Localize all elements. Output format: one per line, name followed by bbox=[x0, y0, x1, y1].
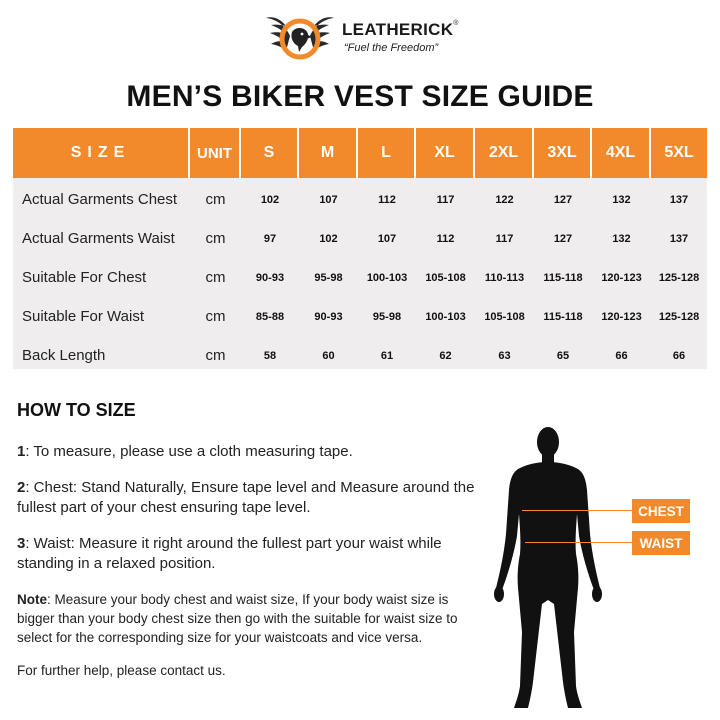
cell-m: 107 bbox=[319, 193, 338, 206]
waist-callout-line bbox=[525, 542, 632, 543]
cell-2xl: 110-113 bbox=[484, 271, 525, 284]
size-note: Note: Measure your body chest and waist size, If your body waist size is bigger than your body chest size then go with the suitable for waist size to select for the corresponding size for your waistcoats and vice versa. bbox=[17, 592, 458, 645]
cell-s: 85-88 bbox=[255, 310, 285, 323]
row-label: Actual Garments Waist bbox=[22, 230, 175, 247]
header-4xl: 4XL bbox=[592, 128, 649, 178]
cell-xl: 100-103 bbox=[425, 310, 466, 323]
cell-m: 90-93 bbox=[314, 310, 343, 323]
table-row bbox=[13, 297, 707, 336]
cell-s: 102 bbox=[260, 193, 280, 206]
cell-l: 61 bbox=[380, 349, 394, 362]
header-s: S bbox=[241, 128, 297, 178]
cell-s: 97 bbox=[263, 232, 277, 245]
brand-logo bbox=[262, 6, 472, 64]
cell-l: 112 bbox=[378, 193, 396, 206]
table-header bbox=[13, 128, 707, 178]
cell-5xl: 125-128 bbox=[658, 310, 700, 323]
how-to-size-heading: HOW TO SIZE bbox=[17, 400, 136, 420]
row-unit: cm bbox=[205, 269, 226, 286]
chest-label: CHEST bbox=[632, 499, 690, 523]
step-2: 2: Chest: Stand Naturally, Ensure tape level and Measure around the fullest part of your chest ensuring tape level. bbox=[17, 479, 475, 516]
brand-name: LEATHERICK® bbox=[342, 20, 459, 39]
cell-m: 102 bbox=[319, 232, 338, 245]
cell-3xl: 127 bbox=[553, 193, 573, 206]
chest-callout-line bbox=[522, 510, 632, 511]
cell-5xl: 137 bbox=[669, 232, 689, 245]
header-unit: UNIT bbox=[190, 128, 239, 178]
cell-l: 100-103 bbox=[366, 271, 408, 284]
cell-s: 58 bbox=[263, 349, 277, 362]
brand-tagline: “Fuel the Freedom” bbox=[344, 42, 439, 54]
cell-l: 95-98 bbox=[372, 310, 402, 323]
table-row bbox=[13, 219, 707, 258]
row-label: Actual Garments Chest bbox=[22, 191, 178, 208]
page-title: MEN’S BIKER VEST SIZE GUIDE bbox=[126, 80, 594, 113]
waist-label: WAIST bbox=[632, 531, 690, 555]
cell-4xl: 120-123 bbox=[601, 310, 642, 323]
header-5xl: 5XL bbox=[651, 128, 707, 178]
cell-3xl: 65 bbox=[556, 349, 570, 362]
row-label: Suitable For Chest bbox=[22, 269, 147, 286]
cell-2xl: 117 bbox=[495, 232, 514, 245]
row-unit: cm bbox=[205, 230, 226, 247]
header-m: M bbox=[299, 128, 356, 178]
table-row bbox=[13, 180, 707, 219]
cell-s: 90-93 bbox=[255, 271, 285, 284]
cell-m: 95-98 bbox=[314, 271, 343, 284]
contact-text: For further help, please contact us. bbox=[17, 663, 226, 678]
row-unit: cm bbox=[205, 347, 226, 364]
eagle-wings-icon bbox=[262, 6, 338, 64]
cell-m: 60 bbox=[322, 349, 335, 362]
step-3: 3: Waist: Measure it right around the fullest part your waist while standing in a relaxed position. bbox=[17, 535, 442, 572]
row-label: Back Length bbox=[22, 347, 106, 364]
cell-5xl: 125-128 bbox=[658, 271, 700, 284]
cell-xl: 62 bbox=[439, 349, 452, 362]
cell-l: 107 bbox=[377, 232, 397, 245]
cell-xl: 117 bbox=[436, 193, 455, 206]
cell-4xl: 120-123 bbox=[601, 271, 642, 284]
cell-4xl: 132 bbox=[612, 232, 631, 245]
header-2xl: 2XL bbox=[475, 128, 532, 178]
cell-xl: 105-108 bbox=[425, 271, 466, 284]
how-to-size-section bbox=[17, 400, 487, 694]
cell-2xl: 63 bbox=[498, 349, 511, 362]
header-3xl: 3XL bbox=[534, 128, 590, 178]
header-l: L bbox=[358, 128, 414, 178]
cell-3xl: 115-118 bbox=[543, 310, 583, 323]
size-table bbox=[13, 128, 707, 369]
cell-4xl: 66 bbox=[615, 349, 628, 362]
step-1: 1: To measure, please use a cloth measuring tape. bbox=[17, 443, 353, 460]
header-size: SIZE bbox=[13, 128, 188, 178]
header-xl: XL bbox=[416, 128, 473, 178]
cell-5xl: 66 bbox=[672, 349, 686, 362]
table-row bbox=[13, 258, 707, 297]
cell-2xl: 122 bbox=[495, 193, 514, 206]
row-unit: cm bbox=[205, 191, 226, 208]
cell-3xl: 115-118 bbox=[543, 271, 583, 284]
cell-4xl: 132 bbox=[612, 193, 631, 206]
table-row bbox=[13, 336, 707, 375]
cell-xl: 112 bbox=[436, 232, 455, 245]
cell-2xl: 105-108 bbox=[484, 310, 525, 323]
cell-3xl: 127 bbox=[553, 232, 573, 245]
row-label: Suitable For Waist bbox=[22, 308, 144, 325]
row-unit: cm bbox=[205, 308, 226, 325]
cell-5xl: 137 bbox=[669, 193, 689, 206]
body-silhouette-icon bbox=[482, 424, 632, 714]
